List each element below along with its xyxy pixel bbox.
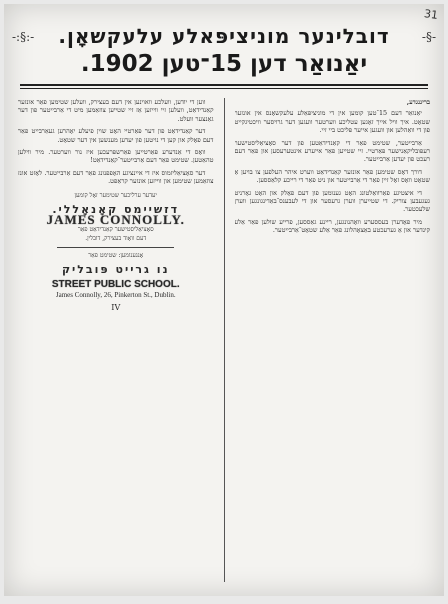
paragraph: אַרבייטער, שטימט פאַר די קאַנדידאַטען פון דער סאָציאַליסטישער רעפּובליקאַנישער פּאַרטיי. זיי שטייען פאַר אייערע אינטערעסען און פאַר דעם רעכט פון יעדען אַרבייטער. bbox=[234, 138, 430, 164]
paragraph: יאַנואַר דעם 15־טען קומען אין די מוניציפּאַלע עלעקשאָנס אין אונזער שטאָט. איך וויל אייך זאָגען עטליכע ווערטער וועגען דער גרויסער וויכטיגקייט פון די וואַהלען און וועגען אייער פּליכט ביי זיי. bbox=[234, 109, 430, 135]
leaflet-date: יאַנואַר דען 15־טען 1902. bbox=[80, 51, 368, 77]
candidate-line-2: דעם וואָוד בעצירק, דובלין. bbox=[85, 235, 147, 243]
paragraph: דורך דאָס שטימען פאַר אונזער קאַנדידאַט ווערט איהר העלפען צו בויען אַ שטאָט וואָס זאָל זיין פאַר די אַרבייטער און ניט פאַר די רייכע קלאַססען. bbox=[234, 167, 430, 185]
candidate-name-yiddish: דזשיימס קאָנאָללי. bbox=[52, 202, 180, 216]
page-number: 31 bbox=[423, 7, 439, 22]
signoff-divider bbox=[57, 247, 174, 248]
left-column bbox=[18, 98, 214, 582]
candidate-line-1: סאָציאַליסטישער קאַנדידאַט פאַר bbox=[77, 226, 154, 234]
printer-mark: IV bbox=[111, 302, 121, 312]
leaflet-page bbox=[4, 4, 444, 596]
paragraph: דער קאַנדידאַט פון דער פּאַרטיי האָט שוין פיעלע יאָהרען געאַרבייט פאַר דעם פאָלק און קען די נויטען פון יעדען מענשען אין דער שטאָט. bbox=[18, 127, 214, 144]
school-name-english: STREET PUBLIC SCHOOL. bbox=[51, 278, 180, 290]
school-name-yiddish: נו גרייט פּובליק bbox=[61, 263, 170, 277]
paragraph: וואָס די אַנדערע פּאַרטייען פאַרשפּרעכען איז נור ווערטער. מיר ווילען טהאַטען. שטימט פאַר דעם אַרבייטער־קאַנדידאַט! bbox=[18, 148, 214, 165]
leaflet-header bbox=[4, 4, 444, 89]
printer-address: James Connolly, 26, Pinkerton St., Dublin. bbox=[55, 291, 176, 300]
header-rule bbox=[20, 84, 428, 86]
paragraph: ווען די יודען, וועלכע וואוינען אין דעם בעצירק, וועלען שטימען פאַר אונזער קאַנדידאַט, וועלען זיי ווייזען אַז זיי שטייען צוזאַמען מיט די אַרבייטער פון דער גאַנצער וועלט. bbox=[18, 98, 214, 123]
polling-line: אָנגענומען: שטימט פאַר bbox=[88, 252, 144, 260]
signoff-lead: יעדער ערליכער שטימער זאָל קומען bbox=[74, 191, 157, 199]
signoff-block bbox=[18, 192, 214, 312]
candidate-name-english: JAMES CONNOLLY. bbox=[46, 212, 185, 228]
ornament-left: -:§:- bbox=[12, 30, 35, 44]
header-rule-thin bbox=[20, 88, 428, 89]
paragraph: מיר פאָדערן בעססערע וואָהנונגען, ריינע גאַססען, פרייע שולען פאַר אַלע קינדער און אַ גערעכטע באַצאָהלונג פאַר אַלע שטאָט־אַרבייטער. bbox=[234, 217, 430, 235]
paragraph: די איצטיגע פאַרוואַלטונג האָט גענומען פון דעם פאָלק און האָט גאָרניט געגעבען צוריק. די שטייערן ווערן גרעסער און די לעבענס־באַדינגונגען ווערן שלעכטער. bbox=[234, 188, 430, 214]
text-columns bbox=[18, 98, 430, 582]
right-column bbox=[235, 98, 431, 582]
column-divider bbox=[224, 98, 225, 582]
paragraph: דער סאָציאַליזמוס איז די איינציגע האָפפנונג פאַר דעם אַרבייטער. לאָזט אונז צוזאַמען שטימען און ווייזען אונזער קראַפט. bbox=[18, 168, 214, 186]
ornament-right: -§- bbox=[421, 30, 436, 44]
salutation: בריננגדע, bbox=[406, 98, 430, 106]
leaflet-title: דובלינער מוניציפּאלע עלעקשאָן. bbox=[58, 24, 390, 48]
